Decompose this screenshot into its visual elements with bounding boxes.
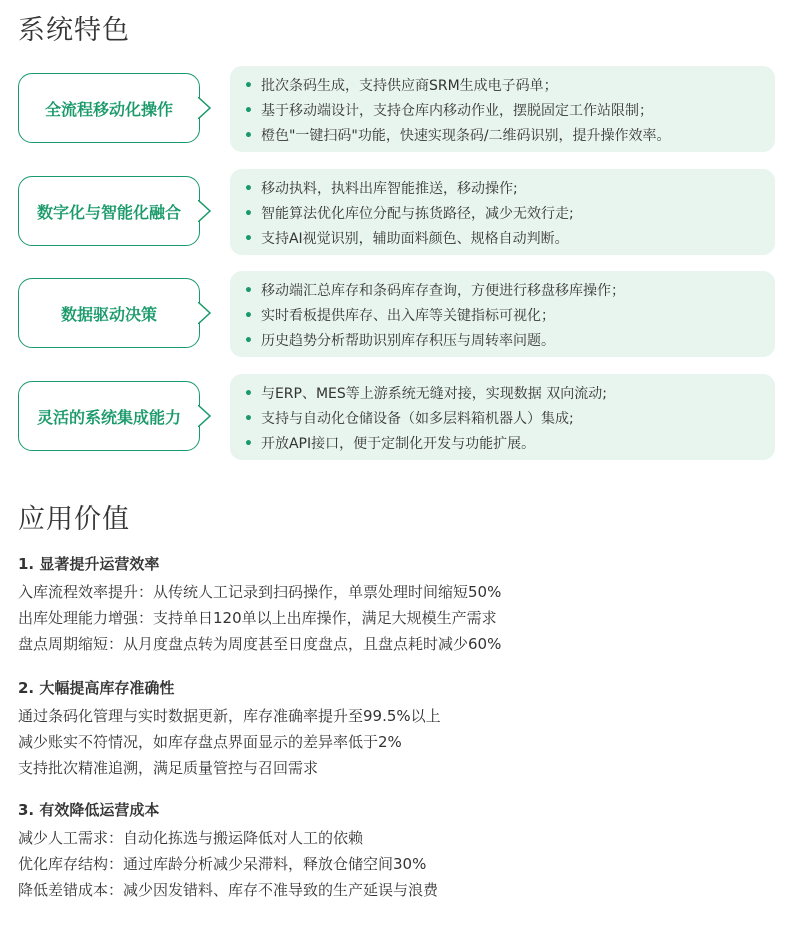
value-section-title: 1. 显著提升运营效率 (18, 555, 160, 573)
feature-bullet-panel (230, 271, 775, 357)
value-title: 应用价值 (18, 504, 130, 535)
feature-label-box (18, 176, 200, 246)
pointer-arrow-icon (198, 405, 212, 427)
feature-row (0, 374, 800, 460)
value-section-title: 2. 大幅提高库存准确性 (18, 679, 175, 697)
feature-bullet-panel (230, 169, 775, 255)
pointer-arrow-icon (198, 97, 212, 119)
value-line: 出库处理能力增强：支持单日120单以上出库操作，满足大规模生产需求 (18, 609, 497, 627)
feature-label: 全流程移动化操作 (44, 99, 173, 119)
value-section (18, 675, 778, 781)
value-line: 减少人工需求：自动化拣选与搬运降低对人工的依赖 (18, 829, 364, 847)
feature-label-box (18, 278, 200, 348)
bullet-item: • 移动执料，执料出库智能推送，移动操作; (244, 181, 518, 197)
feature-row (0, 271, 800, 357)
bullet-item: • 批次条码生成，支持供应商SRM生成电子码单； (244, 78, 558, 94)
bullet-item: • 移动端汇总库存和条码库存查询，方便进行移盘移库操作； (244, 283, 625, 299)
bullet-item: • 开放API接口，便于定制化开发与功能扩展。 (244, 436, 536, 452)
bullet-item: • 实时看板提供库存、出入库等关键指标可视化； (244, 308, 555, 324)
feature-label: 数据驱动决策 (60, 304, 157, 324)
bullet-item: • 支持AI视觉识别，辅助面料颜色、规格自动判断。 (244, 231, 569, 247)
value-line: 减少账实不符情况，如库存盘点界面显示的差异率低于2% (18, 733, 402, 751)
value-section (18, 797, 778, 903)
feature-bullet-panel (230, 374, 775, 460)
value-section (18, 551, 778, 657)
bullet-item: • 支持与自动化仓储设备（如多层料箱机器人）集成; (244, 411, 574, 427)
feature-label-box (18, 381, 200, 451)
feature-label: 数字化与智能化融合 (36, 202, 181, 222)
feature-bullet-panel (230, 66, 775, 152)
feature-row (0, 169, 800, 255)
feature-row (0, 66, 800, 152)
value-line: 入库流程效率提升：从传统人工记录到扫码操作，单票处理时间缩短50% (18, 583, 502, 601)
bullet-item: • 橙色"一键扫码"功能，快速实现条码/二维码识别，提升操作效率。 (244, 128, 671, 144)
value-section-title: 3. 有效降低运营成本 (18, 801, 160, 819)
pointer-arrow-icon (198, 302, 212, 324)
value-line: 通过条码化管理与实时数据更新，库存准确率提升至99.5%以上 (18, 707, 441, 725)
features-title: 系统特色 (18, 15, 130, 46)
value-line: 盘点周期缩短：从月度盘点转为周度甚至日度盘点，且盘点耗时减少60% (18, 635, 502, 653)
value-line: 优化库存结构：通过库龄分析减少呆滞料，释放仓储空间30% (18, 855, 427, 873)
bullet-item: • 与ERP、MES等上游系统无缝对接，实现数据 双向流动; (244, 386, 607, 402)
feature-label-box (18, 73, 200, 143)
bullet-item: • 历史趋势分析帮助识别库存积压与周转率问题。 (244, 333, 555, 349)
bullet-item: • 基于移动端设计，支持仓库内移动作业，摆脱固定工作站限制； (244, 103, 653, 119)
value-line: 支持批次精准追溯，满足质量管控与召回需求 (18, 759, 319, 777)
feature-label: 灵活的系统集成能力 (36, 407, 181, 427)
value-line: 降低差错成本：减少因发错料、库存不准导致的生产延误与浪费 (18, 881, 439, 899)
bullet-item: • 智能算法优化库位分配与拣货路径，减少无效行走; (244, 206, 574, 222)
pointer-arrow-icon (198, 200, 212, 222)
